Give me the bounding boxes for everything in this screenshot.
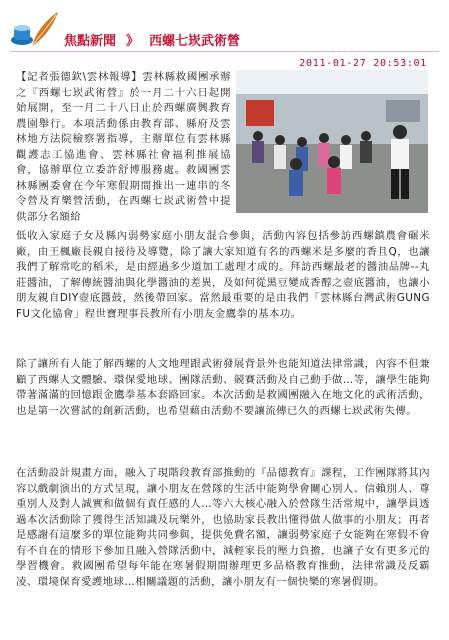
title-row — [64, 30, 240, 49]
article-header — [0, 0, 449, 52]
article-paragraph-2: 除了讓所有人能了解西螺的人文地理跟武術發展背景外也能知道法律常識，內容不但兼顧了西螺人文體驗、環保愛地球、團隊活動、競賽活動及自己動手做…等，讓學生能夠帶著滿滿的回憶跟金鷹拳基本套路回家。本次活動是救國團融入在地文化的武術活動，也是第一次嘗試的創新活動，也希望藉由活動不要讓流傳已久的西螺七崁武術失傳。 — [16, 358, 430, 417]
article-paragraph-1-top: 【記者張德欽\雲林報導】雲林縣救國團承辦之『西螺七崁武術營』於一月二十六日起開始展開，至一月二十八日止於西螺廣興教育農園舉行。本項活動係由教育部、縣府及雲林地方法院檢察署指導，主辦單位有雲林縣觀護志工協進會、雲林縣社會福利推展協會，協辦單位立委許舒博服務處。救國團雲林縣團委會在今年寒假期間推出一連串的冬令營及育樂營活動，在西螺七崁武術營中提供部分名額給 — [16, 71, 231, 223]
breadcrumb-separator: 》 — [126, 34, 140, 49]
article-paragraph-3: 在活動設計規畫方面，融入了現階段教育部推動的『品德教育』課程，工作團隊將其內容以戲劇演出的方式呈現，讓小朋友在營隊的生活中能夠學會關心別人、信賴別人、尊重別人及對人誠實和做個有責任感的人…等六大核心融入於營隊生活常規中，讓學員透過本次活動除了獲得生活知識及玩樂外，也協助家長教出懂得做人做事的小朋友；再者是感謝有這麼多的單位能夠共同參與，提供免費名額，讓弱勢家庭子女能夠在寒假不會有不自在的情形下參加且融入營隊活動中，減輕家長的壓力負擔，也讓子女有更多元的學習機會。救國團希望每年能在寒暑假期間辦理更多品格教育推動，法律常識及反霸凌、環境保育愛護地球…相關議題的活動，讓小朋友有一個快樂的寒暑假期。 — [16, 467, 430, 588]
article-paragraph-1-bottom: 低收入家庭子女及縣內弱勢家庭小朋友混合參與，活動內容包括參訪西螺鎮農會碾米廠，由王楓廠長親自接待及導覽，除了讓大家知道有名的西螺米是多麼的香且Q，也讓我們了解常吃的稻米，是由經過多少道加工處理才成的。拜訪西螺最老的醬油品牌--丸莊醬油，了解傳統醬油與化學醬油的差異，及如何從黑豆變成香醇之壺底醬油，也讓小朋友親自DIY壺底醬鼓，然後帶回家。當然最重要的是由我們「雲林縣台灣武術GUNG FU文化協會」程世寶理事長教所有小朋友金鷹拳的基本功。 — [16, 230, 430, 320]
publish-timestamp: 2011-01-27 20:53:01 — [299, 58, 427, 69]
header-divider — [10, 51, 439, 52]
news-logo-icon — [10, 10, 60, 50]
section-title[interactable]: 焦點新聞 — [64, 34, 117, 49]
martial-arts-class-photo — [236, 70, 428, 213]
article-title: 西螺七崁武術營 — [149, 34, 241, 49]
